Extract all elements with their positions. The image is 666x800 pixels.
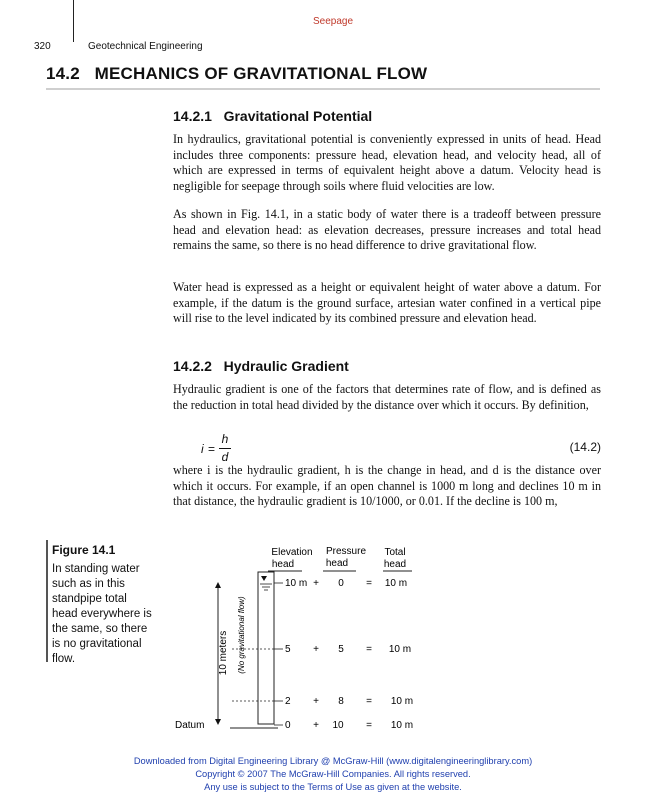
equals-sign: =: [366, 720, 372, 731]
equation-lhs: i: [201, 442, 204, 456]
pressure-header: head: [325, 558, 349, 569]
footer-source-link[interactable]: Downloaded from Digital Engineering Library @ McGraw-Hill (www.digitalengineeringlibrary.com): [133, 756, 533, 766]
total-value: 10 m: [384, 578, 408, 589]
plus-sign: +: [313, 578, 319, 589]
fraction-bar: [219, 448, 231, 449]
water-surface-icon: [261, 576, 267, 581]
figure-caption-bar: [46, 540, 48, 662]
figure-label: Figure 14.1: [52, 543, 116, 557]
paragraph: In hydraulics, gravitational potential is conveniently expressed in units of head. Head includes three components: pressure head, elevation head, and velocity head, all of which are expressed in terms of equivalent height above a datum. Velocity head is negligible for seepage through soils where fluid velocities are low.: [173, 132, 601, 193]
pressure-value: 0: [338, 578, 344, 589]
pressure-value: 8: [338, 696, 344, 707]
equation-numerator: h: [221, 432, 229, 446]
footer-copyright: Copyright © 2007 The McGraw-Hill Companies. All rights reserved.: [195, 769, 471, 779]
running-title: Seepage: [312, 16, 354, 27]
elevation-value: 5: [285, 644, 291, 655]
footer-terms-link[interactable]: Any use is subject to the Terms of Use as given at the website.: [204, 782, 462, 792]
equation-denominator: d: [221, 450, 229, 464]
elevation-header: head: [271, 559, 295, 570]
header-divider: [73, 0, 74, 42]
paragraph: Water head is expressed as a height or equivalent height of water above a datum. For example, if the datum is the ground surface, artesian water confined in a vertical pipe will rise to the level indicated by its combined pressure and elevation head.: [173, 280, 601, 325]
paragraph: Hydraulic gradient is one of the factors that determines rate of flow, and is defined as the reduction in total head divided by the distance over which it occurs. By definition,: [173, 382, 601, 412]
equals-sign: =: [366, 644, 372, 655]
elevation-value: 2: [285, 696, 291, 707]
equals-sign: =: [366, 578, 372, 589]
equation-14-2: [173, 432, 601, 466]
pressure-value: 10: [332, 720, 344, 731]
equation-number: (14.2): [569, 440, 601, 454]
flow-note: (No gravitational flow): [237, 596, 246, 674]
equation-equals: =: [208, 442, 216, 456]
total-header: head: [383, 559, 407, 570]
plus-sign: +: [313, 696, 319, 707]
elevation-header: Elevation: [271, 547, 313, 558]
total-value: 10 m: [390, 720, 414, 731]
subsection-heading: 14.2.1 Gravitational Potential: [173, 108, 373, 124]
elevation-value: 10 m: [285, 578, 308, 589]
subsection-heading: 14.2.2 Hydraulic Gradient: [173, 358, 349, 374]
equals-sign: =: [366, 696, 372, 707]
paragraph: As shown in Fig. 14.1, in a static body of water there is a tradeoff between pressure head and elevation head: as elevation decreases, pressure increases and total head remains the same, so there is no head difference to drive gravitational flow.: [173, 207, 601, 252]
arrow-head-icon: [215, 582, 221, 588]
datum-label: Datum: [175, 720, 205, 731]
page-number: 320: [34, 41, 51, 52]
plus-sign: +: [313, 644, 319, 655]
elevation-value: 0: [285, 720, 291, 731]
section-heading: 14.2 MECHANICS OF GRAVITATIONAL FLOW: [46, 64, 428, 83]
plus-sign: +: [313, 720, 319, 731]
arrow-head-icon: [215, 719, 221, 725]
pressure-header: Pressure: [325, 546, 367, 557]
total-value: 10 m: [388, 644, 412, 655]
total-value: 10 m: [390, 696, 414, 707]
total-header: Total: [384, 547, 406, 558]
standpipe-figure: [175, 540, 420, 740]
height-label: 10 meters: [218, 630, 229, 676]
paragraph: where i is the hydraulic gradient, h is the change in head, and d is the distance over which it occurs. For example, if an open channel is 1000 m long and declines 10 m in that distance, the hydraulic gradient is 10/1000, or 0.01. If the decline is 100 m,: [173, 463, 601, 508]
section-rule: [46, 88, 600, 90]
pressure-value: 5: [338, 644, 344, 655]
figure-caption: In standing water such as in this standpipe total head everywhere is the same, so there is no gravitational flow.: [52, 563, 152, 665]
book-title: Geotechnical Engineering: [88, 41, 203, 52]
